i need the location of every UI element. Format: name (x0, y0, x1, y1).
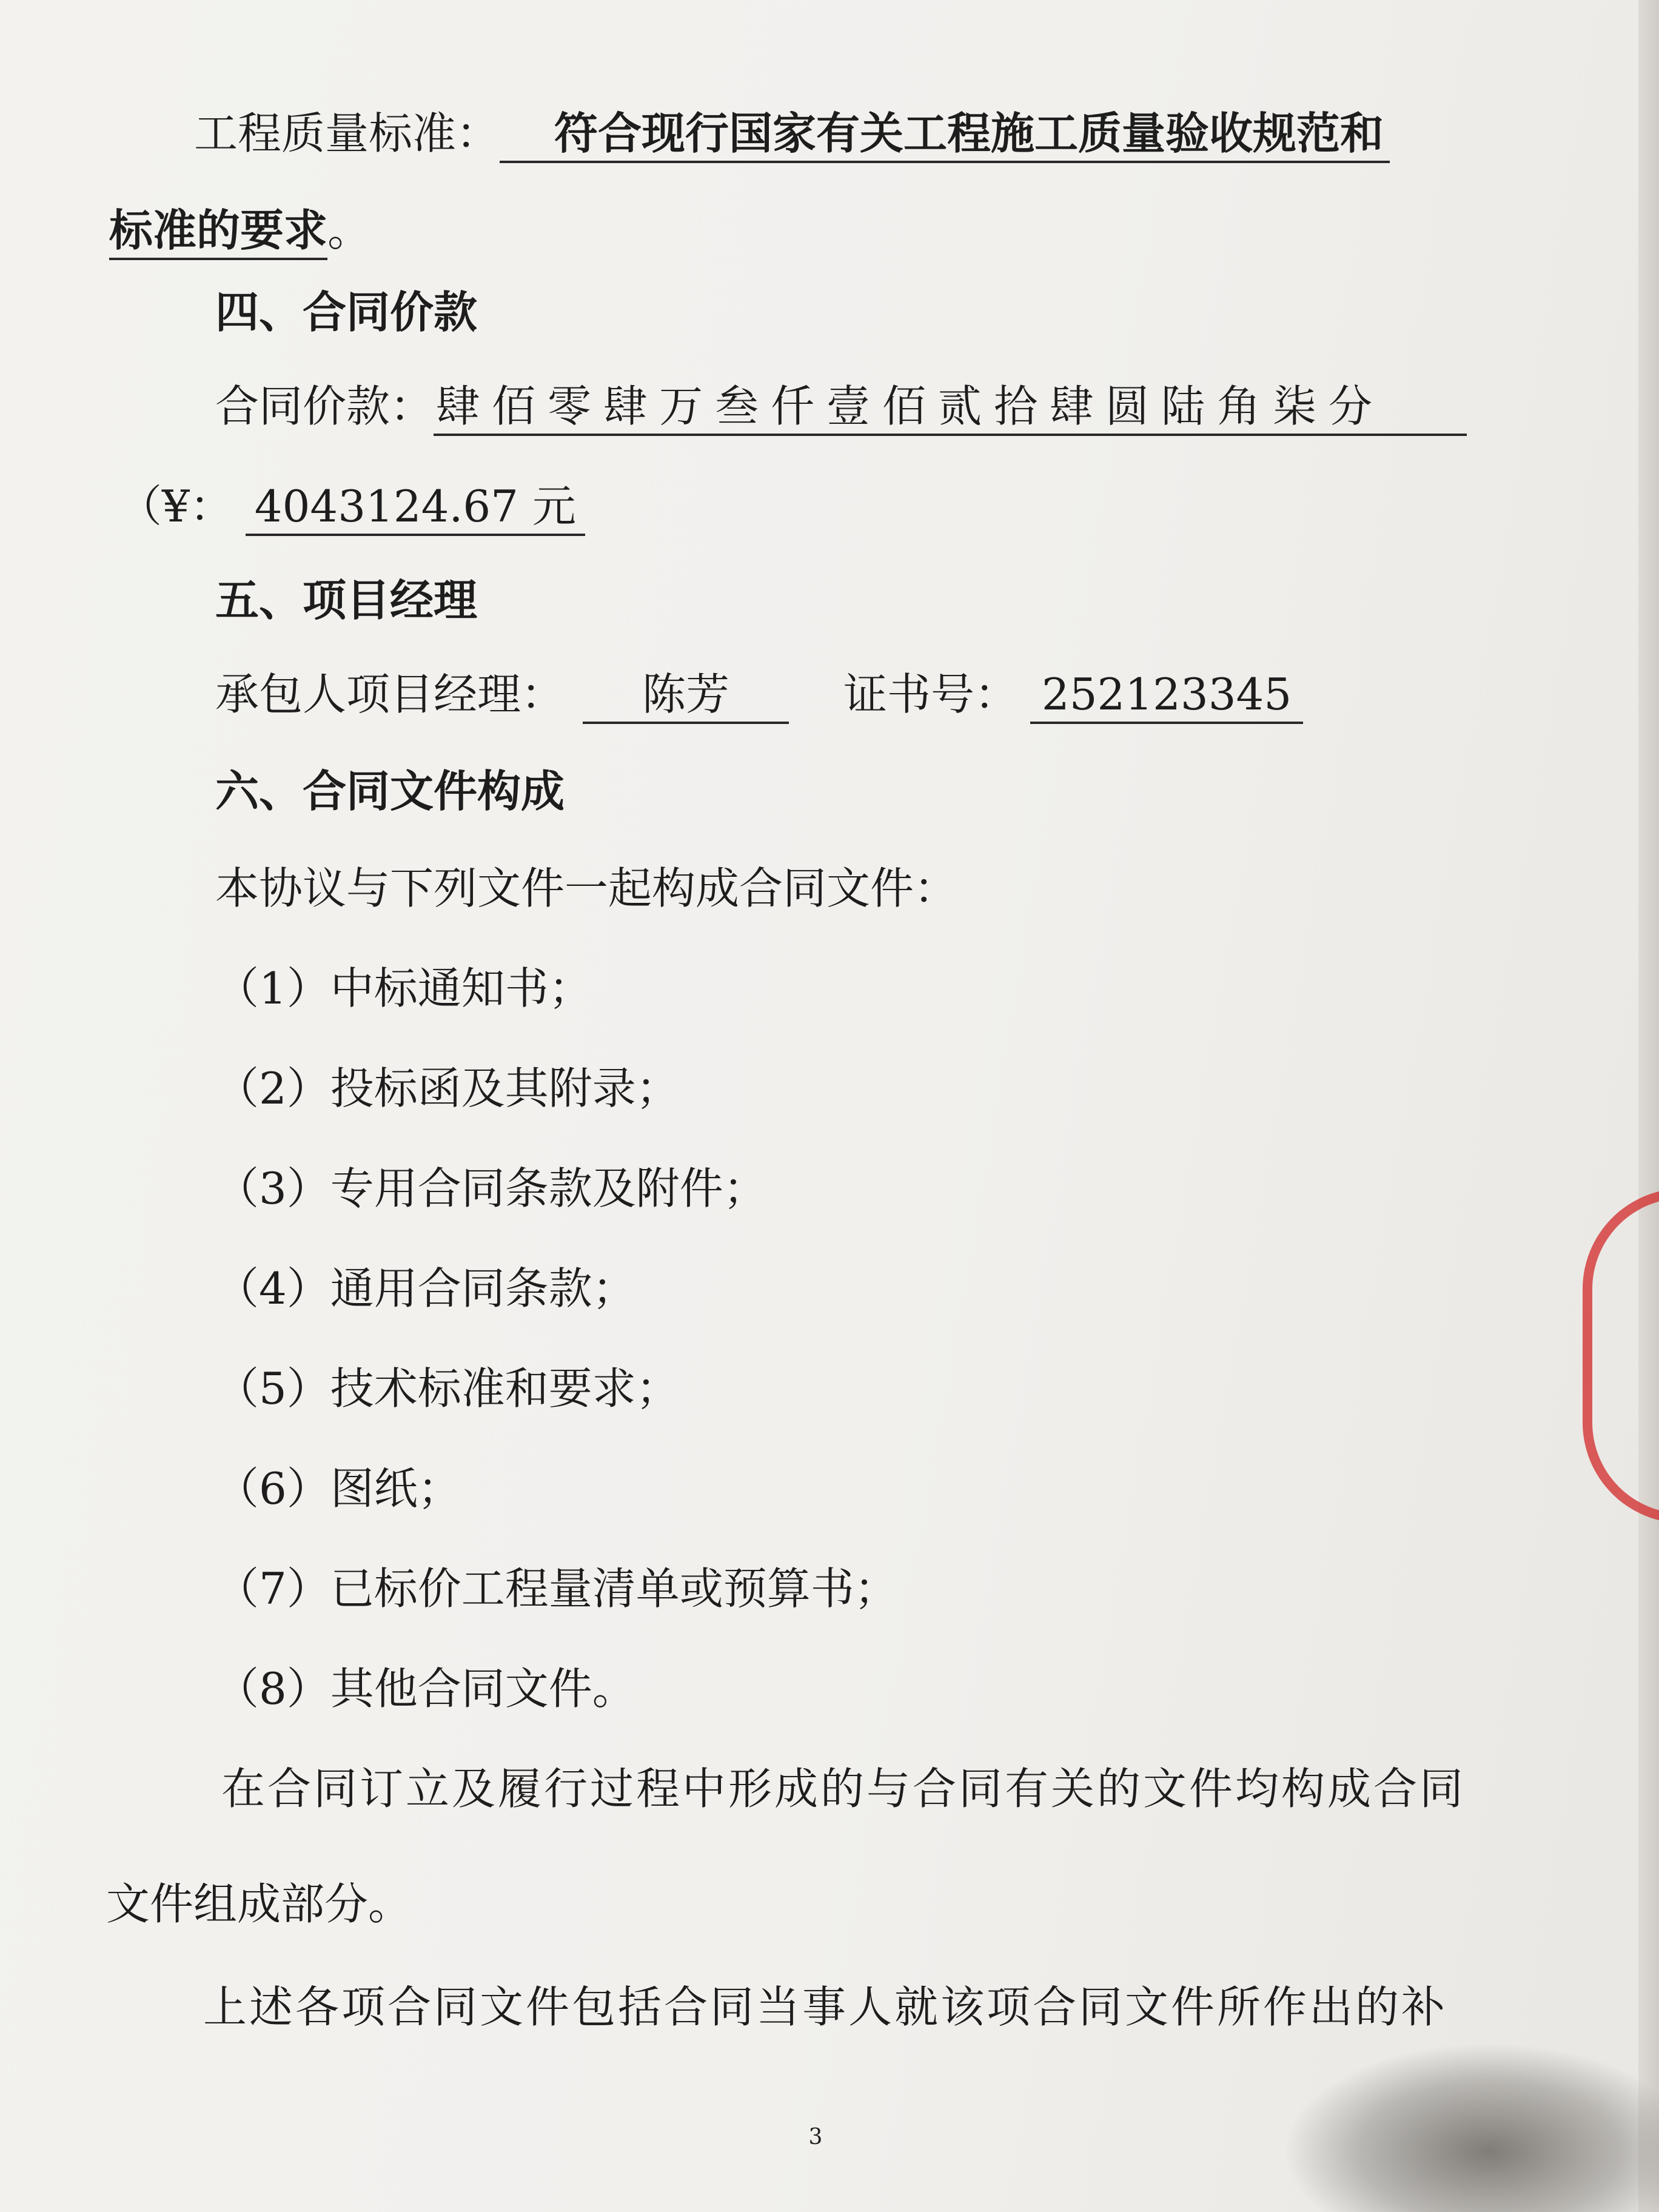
price-number: 4043124.67 元 (246, 479, 585, 536)
project-manager-line (215, 667, 1303, 724)
list-item: （6）图纸； (215, 1463, 461, 1514)
list-item: （5）技术标准和要求； (215, 1363, 680, 1414)
manager-name: 陈芳 (583, 667, 789, 724)
list-item: （3）专用合同条款及附件； (215, 1163, 767, 1214)
paragraph-line: 文件组成部分。 (106, 1879, 412, 1929)
finger-shadow (1283, 2042, 1659, 2212)
section6-intro: 本协议与下列文件一起构成合同文件： (215, 863, 958, 914)
cert-label: 证书号： (843, 669, 1019, 720)
list-item: （4）通用合同条款； (215, 1263, 636, 1314)
list-item: （7）已标价工程量清单或预算书； (215, 1563, 898, 1614)
quality-standard-line (194, 106, 1390, 163)
price-in-words: 肆佰零肆万叁仟壹佰贰拾肆圆陆角柒分 (434, 379, 1467, 436)
red-seal-stamp (1583, 1188, 1659, 1523)
list-item: （8）其他合同文件。 (215, 1663, 636, 1714)
currency-prefix: （¥： (118, 481, 233, 532)
cert-number: 252123345 (1030, 667, 1303, 724)
quality-standard-line2 (109, 203, 371, 260)
quality-value-line2: 标准的要求 (109, 203, 327, 260)
quality-value-line1: 符合现行国家有关工程施工质量验收规范和 (500, 106, 1390, 163)
price-label: 合同价款： (215, 381, 434, 432)
quality-label: 工程质量标准： (194, 108, 500, 159)
manager-label: 承包人项目经理： (215, 669, 565, 720)
list-item: （1）中标通知书； (215, 963, 592, 1014)
page-edge (1638, 0, 1659, 2212)
contract-price-line (215, 379, 1467, 436)
page-number: 3 (808, 2125, 823, 2150)
paragraph-line: 在合同订立及履行过程中形成的与合同有关的文件均构成合同 (221, 1763, 1466, 1814)
section6-heading: 六、合同文件构成 (215, 766, 565, 817)
paragraph-line: 上述各项合同文件包括合同当事人就该项合同文件所作出的补 (203, 1982, 1448, 2033)
quality-end-mark: 。 (327, 205, 372, 256)
section5-heading: 五、项目经理 (215, 575, 478, 626)
price-number-line (118, 479, 585, 536)
section4-heading: 四、合同价款 (215, 287, 478, 338)
list-item: （2）投标函及其附录； (215, 1063, 680, 1114)
